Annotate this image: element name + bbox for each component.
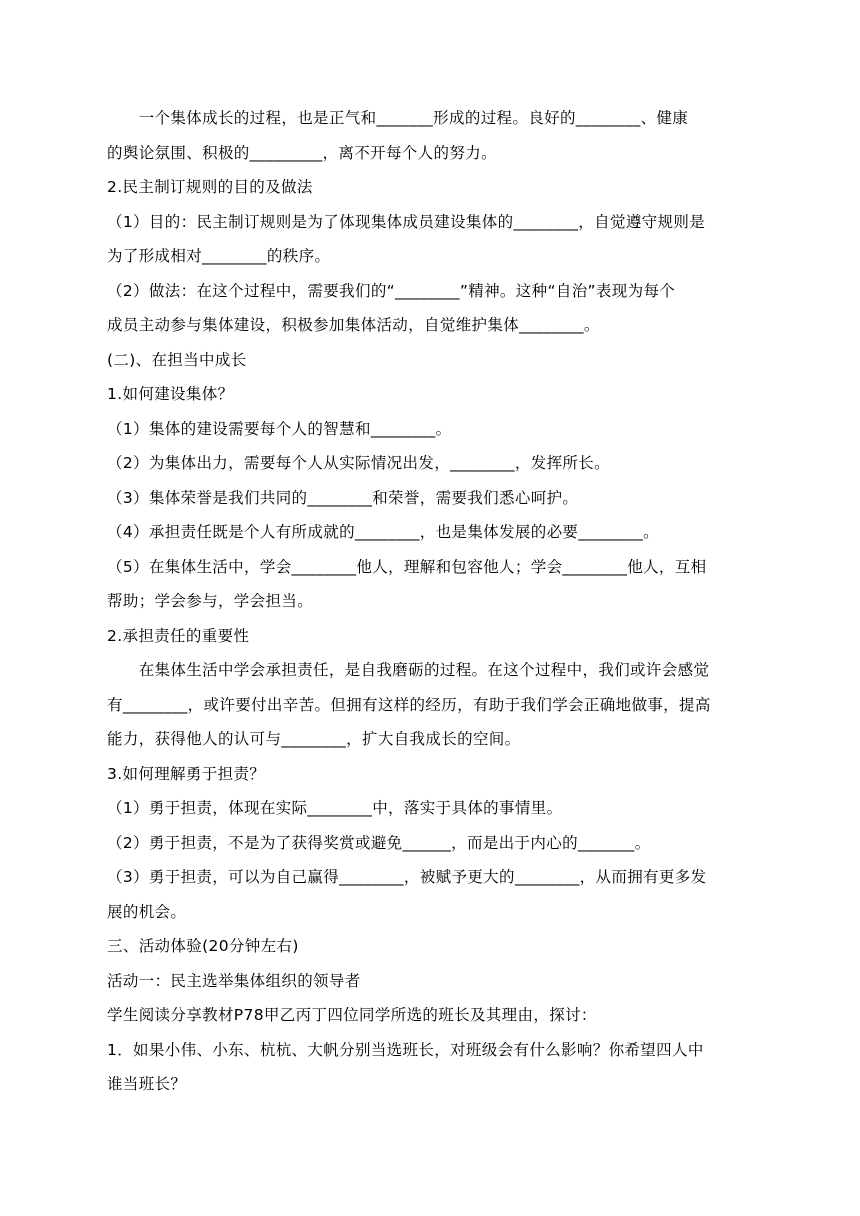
paragraph-line: 学生阅读分享教材P78甲乙丙丁四位同学所选的班长及其理由，探讨：: [107, 1006, 597, 1024]
paragraph-line: （1）集体的建设需要每个人的智慧和________。: [107, 420, 452, 438]
paragraph-line: （1）目的：民主制订规则是为了体现集体成员建设集体的________，自觉遵守规则是: [107, 213, 706, 231]
paragraph-line: 1．如果小伟、小东、杭杭、大帆分别当选班长，对班级会有什么影响？你希望四人中: [107, 1041, 704, 1059]
section-heading: 2.承担责任的重要性: [107, 627, 250, 645]
paragraph-line: （5）在集体生活中，学会________他人，理解和包容他人；学会________他人，互相: [107, 558, 707, 576]
paragraph-line: 的舆论氛围、积极的_________，离不开每个人的努力。: [107, 144, 497, 162]
section-heading: (二)、在担当中成长: [107, 351, 247, 369]
paragraph-line: （3）勇于担责，可以为自己赢得________，被赋予更大的________，从而拥有更多发: [107, 868, 707, 886]
section-heading: 2.民主制订规则的目的及做法: [107, 178, 313, 196]
paragraph-line: 能力，获得他人的认可与________，扩大自我成长的空间。: [107, 730, 521, 748]
paragraph-line: 谁当班长？: [107, 1075, 187, 1093]
section-heading: 1.如何建设集体？: [107, 385, 234, 403]
paragraph-line: 一个集体成长的过程，也是正气和_______形成的过程。良好的________、健康: [107, 109, 689, 127]
paragraph-line: 有________，或许要付出辛苦。但拥有这样的经历，有助于我们学会正确地做事，提高: [107, 696, 711, 714]
paragraph-line: 展的机会。: [107, 903, 187, 921]
paragraph-line: 为了形成相对________的秩序。: [107, 247, 331, 265]
paragraph-line: （2）为集体出力，需要每个人从实际情况出发，________，发挥所长。: [107, 454, 610, 472]
paragraph-line: （2）做法：在这个过程中，需要我们的“________”精神。这种“自治”表现为每个: [107, 282, 676, 300]
section-heading: 3.如何理解勇于担责？: [107, 765, 266, 783]
section-heading: 三、活动体验(20分钟左右): [107, 937, 299, 955]
paragraph-line: 帮助；学会参与，学会担当。: [107, 592, 314, 610]
paragraph-line: （4）承担责任既是个人有所成就的________，也是集体发展的必要________。: [107, 523, 659, 541]
paragraph-line: （3）集体荣誉是我们共同的________和荣誉，需要我们悉心呵护。: [107, 489, 579, 507]
paragraph-line: 在集体生活中学会承担责任，是自我磨砺的过程。在这个过程中，我们或许会感觉: [107, 661, 710, 679]
paragraph-line: （1）勇于担责，体现在实际________中，落实于具体的事情里。: [107, 799, 563, 817]
section-heading: 活动一：民主选举集体组织的领导者: [107, 972, 361, 990]
paragraph-line: （2）勇于担责，不是为了获得奖赏或避免______，而是出于内心的_______。: [107, 834, 651, 852]
paragraph-line: 成员主动参与集体建设，积极参加集体活动，自觉维护集体________。: [107, 316, 600, 334]
